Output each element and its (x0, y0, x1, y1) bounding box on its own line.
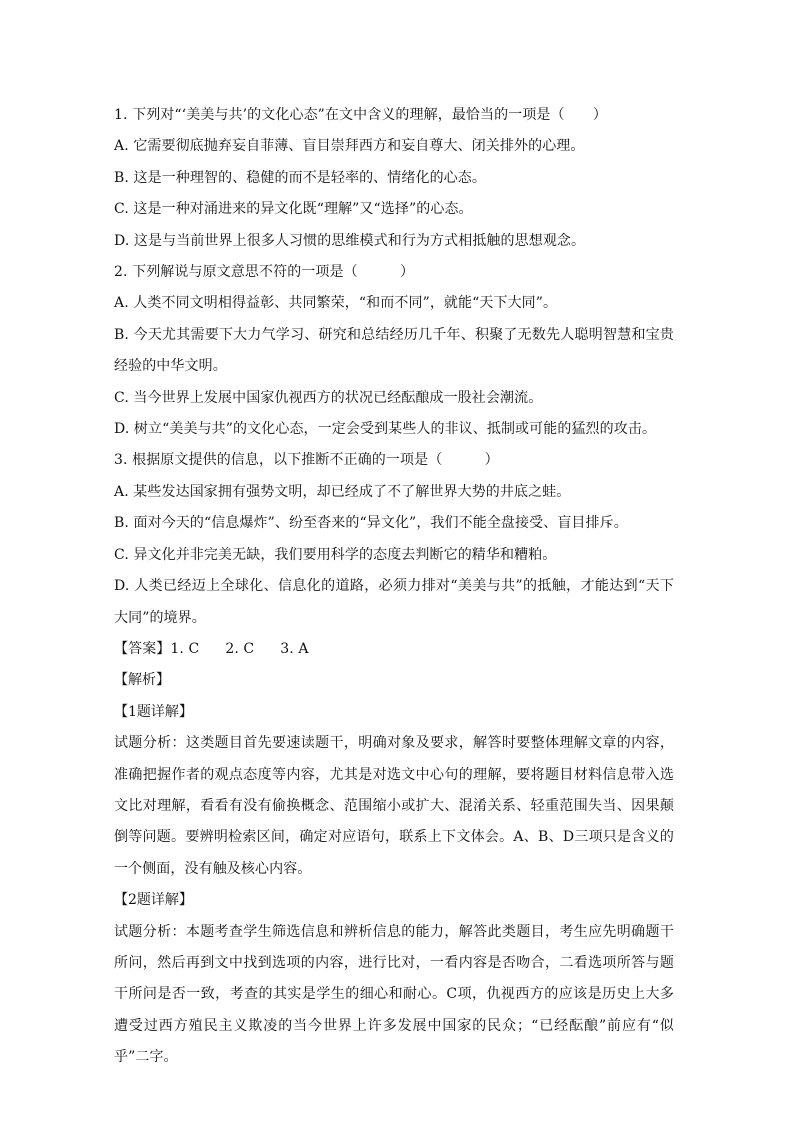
question-1-option-b: B. 这是一种理智的、稳健的而不是轻率的、情绪化的心态。 (114, 169, 486, 186)
question-2-option-b: B. 今天尤其需要下大力气学习、研究和总结经历几千年、积聚了无数先人聪明智慧和宝贵经验的中华文明。 (114, 326, 674, 375)
question-1-stem: 1. 下列对“‘美美与共’的文化心态”在文中含义的理解，最恰当的一项是（ ） (114, 107, 607, 123)
answer-label: 【答案】 (114, 640, 171, 657)
question-2-option-c: C. 当今世界上发展中国家仇视西方的状况已经酝酿成一股社会潮流。 (114, 389, 543, 406)
analysis-heading: 【解析】 (114, 672, 170, 689)
answer-value-3: 3. A (280, 640, 309, 657)
question-2-option-a: A. 人类不同文明相得益彰、共同繁荣，“和而不同”，就能“天下大同”。 (114, 295, 558, 312)
answer-line (114, 634, 674, 665)
document-page (114, 100, 674, 1074)
question-3-option-c: C. 异文化并非完美无缺，我们要用科学的态度去判断它的精华和糟粕。 (114, 546, 557, 563)
detail-2-heading: 【2题详解】 (114, 892, 193, 909)
question-3-option-b: B. 面对今天的“信息爆炸”、纷至沓来的“异文化”，我们不能全盘接受、盲目排斥。 (114, 515, 628, 532)
answer-value-1: 1. C (170, 640, 200, 657)
question-2-option-d: D. 树立“美美与共”的文化心态，一定会受到某些人的非议、抵制或可能的猛烈的攻击。 (114, 421, 657, 438)
question-1-option-c: C. 这是一种对涌进来的异文化既“理解”又“选择”的心态。 (114, 201, 473, 218)
detail-2-text: 试题分析：本题考查学生筛选信息和辨析信息的能力，解答此类题目，考生应先明确题干所问，然后再到文中找到选项的内容，进行比对，一看内容是否吻合，二看选项所答与题干所问是否一致，考查的其实是学生的细心和耐心。C项，仇视西方的应该是历史上大多遭受过西方殖民主义欺凌的当今世界上许多发展中国家的民众；“已经酝酿”前应有“似乎”二字。 (114, 923, 674, 1066)
question-3-stem: 3. 根据原文提供的信息，以下推断不正确的一项是（ ） (114, 452, 499, 469)
question-2-stem: 2. 下列解说与原文意思不符的一项是（ ） (114, 264, 415, 281)
question-3-option-d: D. 人类已经迈上全球化、信息化的道路，必须力排对“美美与共”的抵触，才能达到“天下大同”的境界。 (114, 578, 674, 626)
answer-value-2: 2. C (225, 640, 255, 657)
question-1-option-d: D. 这是与当前世界上很多人习惯的思维模式和行为方式相抵触的思想观念。 (114, 232, 586, 249)
detail-1-heading: 【1题详解】 (114, 703, 193, 720)
question-1-option-a: A. 它需要彻底抛弃妄自菲薄、盲目崇拜西方和妄自尊大、闭关排外的心理。 (114, 138, 585, 155)
detail-1-text: 试题分析：这类题目首先要速读题干，明确对象及要求，解答时要整体理解文章的内容，准确把握作者的观点态度等内容，尤其是对选文中心句的理解，要将题目材料信息带入选文比对理解，看看有没有偷换概念、范围缩小或扩大、混淆关系、轻重范围失当、因果颠倒等问题。要辨明检索区间，确定对应语句，联系上下文体会。A、B、D三项只是含义的一个侧面，没有触及核心内容。 (114, 735, 674, 877)
question-3-option-a: A. 某些发达国家拥有强势文明，却已经成了不了解世界大势的井底之蛙。 (114, 483, 571, 500)
